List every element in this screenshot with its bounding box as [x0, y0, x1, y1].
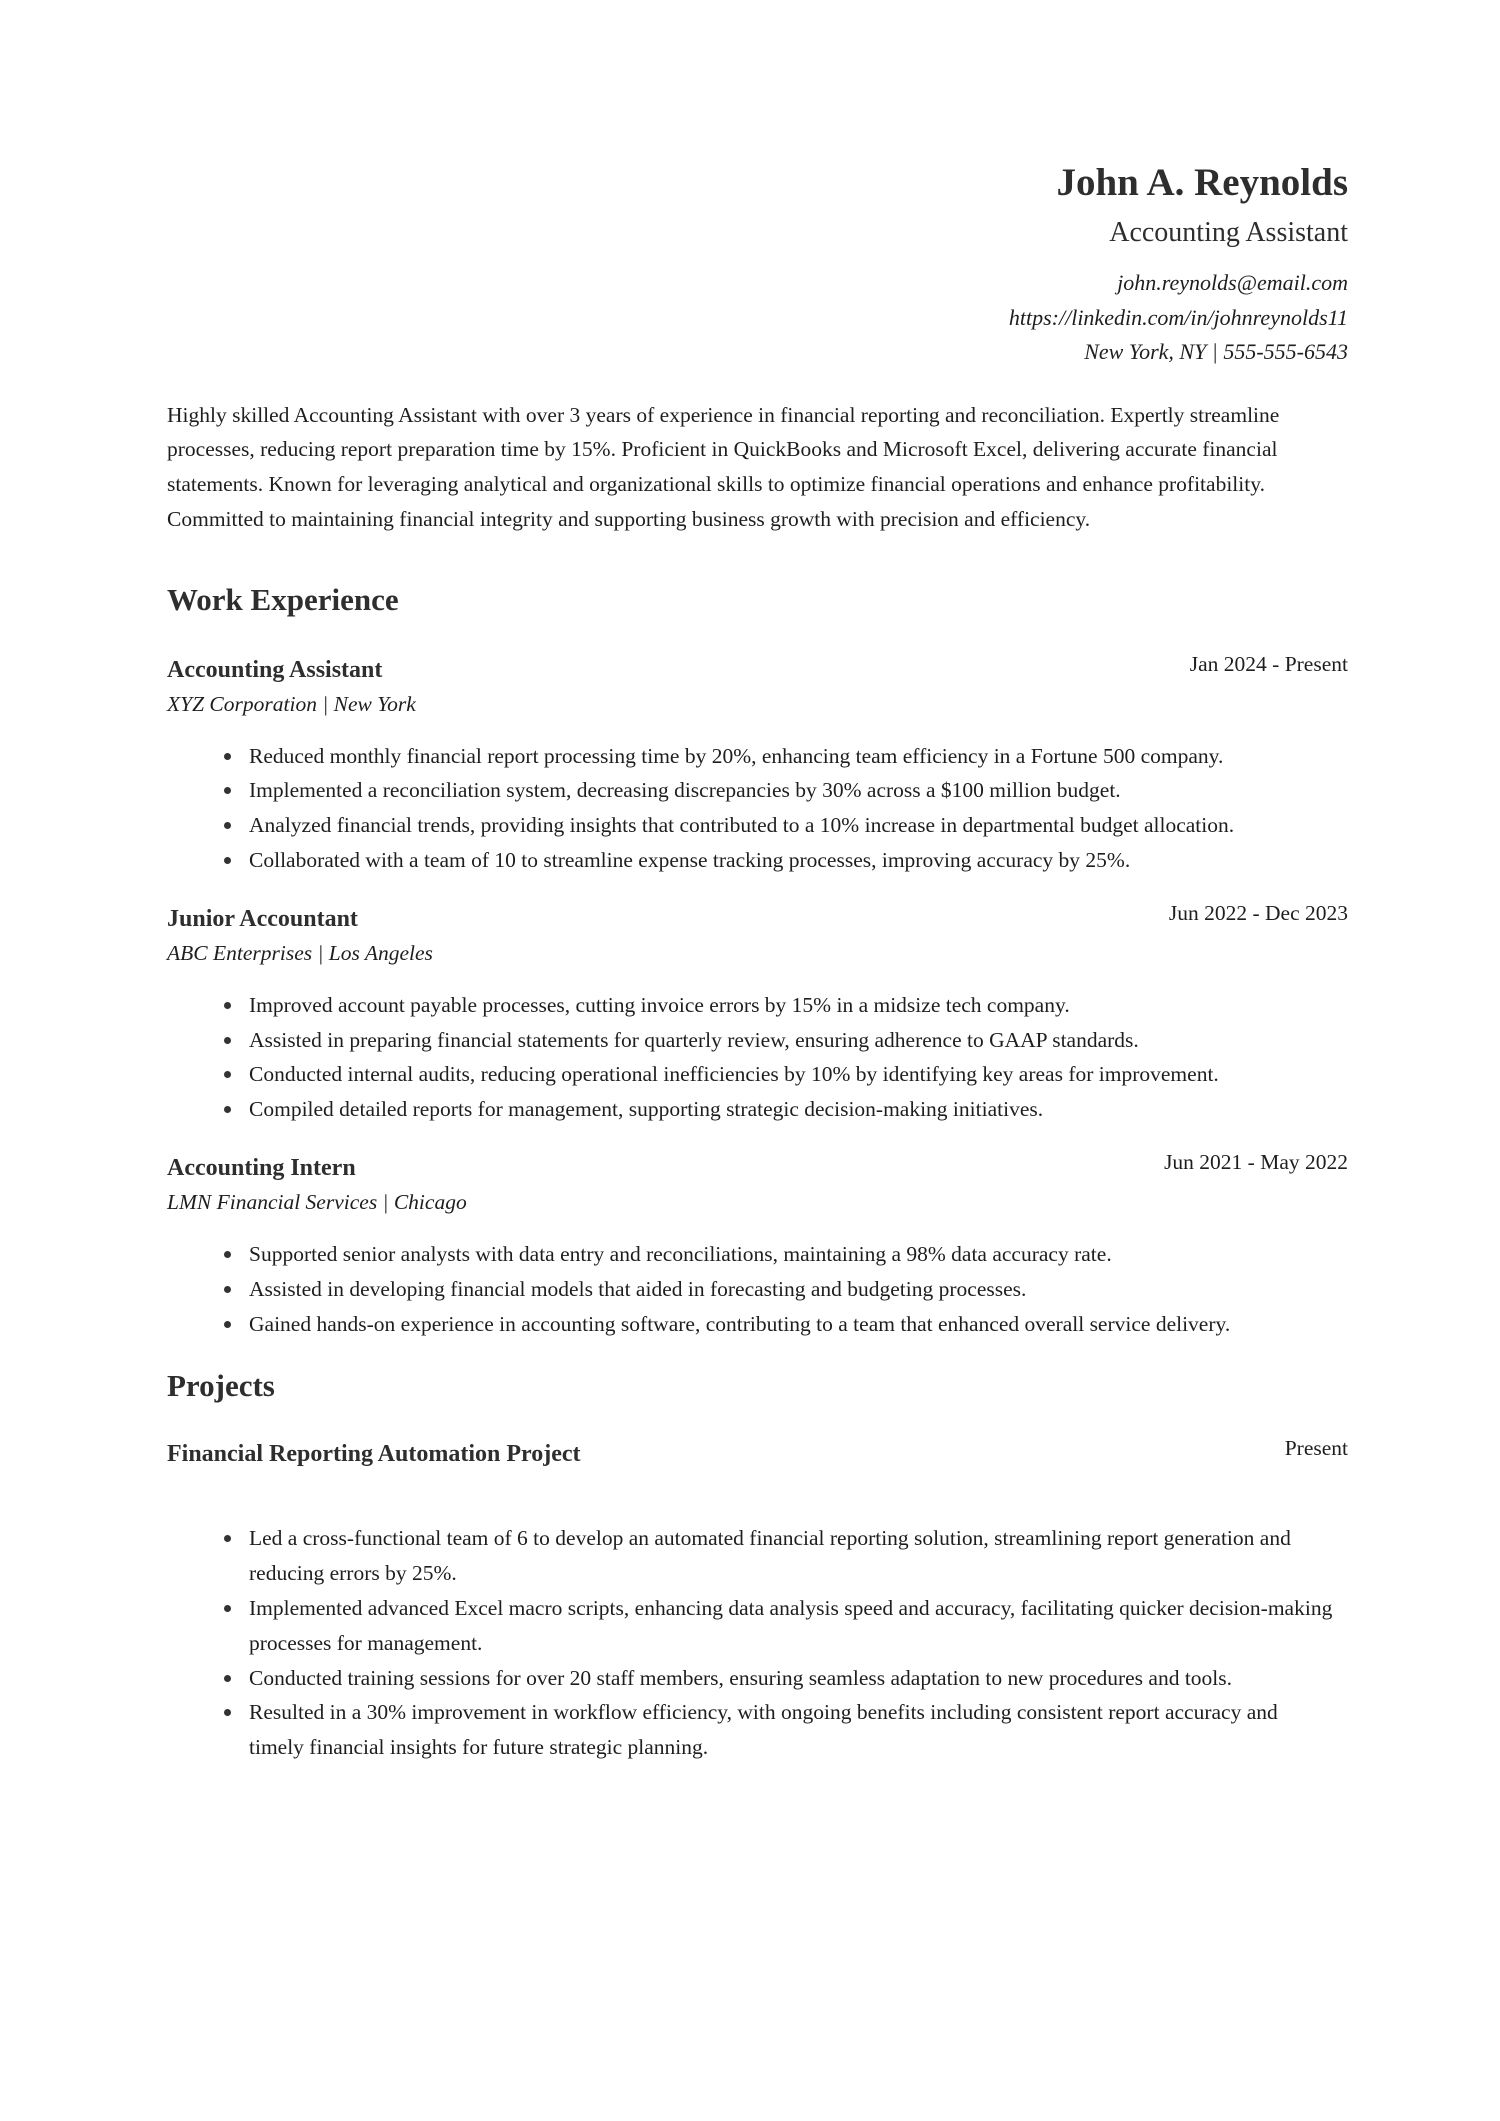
bullet-icon — [224, 1002, 231, 1009]
job-bullets — [167, 988, 1348, 1127]
job-title: Accounting Assistant — [167, 656, 383, 683]
candidate-name: John A. Reynolds — [1056, 161, 1348, 204]
list-item: Gained hands-on experience in accounting software, contributing to a team that enhanced overall service delivery. — [249, 1307, 1348, 1342]
bullet-icon — [224, 1535, 231, 1542]
project-dates: Present — [1284, 1436, 1348, 1461]
resume-header — [167, 0, 1348, 370]
list-item: Analyzed financial trends, providing insights that contributed to a 10% increase in departmental budget allocation. — [249, 808, 1348, 843]
list-item: Assisted in preparing financial statements for quarterly review, ensuring adherence to GAAP standards. — [249, 1023, 1348, 1058]
list-item: Implemented advanced Excel macro scripts, enhancing data analysis speed and accuracy, facilitating quicker decision-making processes for management. — [249, 1591, 1348, 1661]
job-entry — [167, 896, 1348, 1127]
bullet-icon — [224, 1286, 231, 1293]
resume-page — [167, 0, 1348, 1765]
list-item: Reduced monthly financial report processing time by 20%, enhancing team efficiency in a Fortune 500 company. — [249, 739, 1348, 774]
job-company-location: ABC Enterprises | Los Angeles — [167, 940, 433, 965]
bullet-icon — [224, 787, 231, 794]
job-dates: Jan 2024 - Present — [1189, 651, 1348, 676]
candidate-title: Accounting Assistant — [1109, 217, 1348, 248]
bullet-icon — [224, 1106, 231, 1113]
bullet-icon — [224, 1675, 231, 1682]
bullet-icon — [224, 857, 231, 864]
job-company-location: LMN Financial Services | Chicago — [167, 1190, 467, 1215]
job-title: Junior Accountant — [167, 905, 358, 932]
job-dates: Jun 2022 - Dec 2023 — [1168, 900, 1348, 925]
list-item: Improved account payable processes, cutting invoice errors by 15% in a midsize tech company. — [249, 988, 1348, 1023]
linkedin-link[interactable]: https://linkedin.com/in/johnreynolds11 — [1008, 304, 1348, 330]
list-item: Conducted training sessions for over 20 staff members, ensuring seamless adaptation to new procedures and tools. — [249, 1661, 1348, 1696]
project-title: Financial Reporting Automation Project — [167, 1441, 581, 1468]
project-entry — [167, 1431, 1348, 1765]
job-dates: Jun 2021 - May 2022 — [1164, 1150, 1348, 1175]
list-item: Led a cross-functional team of 6 to develop an automated financial reporting solution, streamlining report generation and reducing errors by 25%. — [249, 1521, 1348, 1591]
list-item: Compiled detailed reports for management, supporting strategic decision-making initiatives. — [249, 1092, 1348, 1127]
job-company-location: XYZ Corporation | New York — [167, 691, 416, 716]
bullet-icon — [224, 1321, 231, 1328]
bullet-icon — [224, 1071, 231, 1078]
bullet-icon — [224, 753, 231, 760]
section-heading-work-experience: Work Experience — [167, 581, 399, 617]
location-phone: New York, NY | 555-555-6543 — [1084, 339, 1348, 364]
email-link[interactable]: john.reynolds@email.com — [1117, 270, 1348, 295]
bullet-icon — [224, 1037, 231, 1044]
section-heading-projects: Projects — [167, 1368, 275, 1404]
job-title: Accounting Intern — [167, 1155, 356, 1182]
list-item: Resulted in a 30% improvement in workflow efficiency, with ongoing benefits including consistent report accuracy and timely financial insights for future strategic planning. — [249, 1695, 1348, 1765]
job-bullets — [167, 1237, 1348, 1341]
list-item: Conducted internal audits, reducing operational inefficiencies by 10% by identifying key areas for improvement. — [249, 1057, 1348, 1092]
list-item: Implemented a reconciliation system, decreasing discrepancies by 30% across a $100 million budget. — [249, 773, 1348, 808]
bullet-icon — [224, 822, 231, 829]
job-entry — [167, 1145, 1348, 1341]
job-bullets — [167, 739, 1348, 878]
professional-summary: Highly skilled Accounting Assistant with over 3 years of experience in financial reporting and reconciliation. Expertly streamline processes, reducing report preparation time by 15%. Proficient in QuickBooks and Microsoft Excel, delivering accurate financial statements. Known for leveraging analytical and organizational skills to optimize financial operations and enhance profitability. Committed to maintaining financial integrity and supporting business growth with precision and efficiency. — [167, 402, 1280, 531]
project-bullets — [167, 1521, 1348, 1765]
bullet-icon — [224, 1709, 231, 1716]
contact-info — [167, 266, 1348, 370]
list-item: Collaborated with a team of 10 to streamline expense tracking processes, improving accuracy by 25%. — [249, 843, 1348, 878]
list-item: Supported senior analysts with data entry and reconciliations, maintaining a 98% data accuracy rate. — [249, 1237, 1348, 1272]
bullet-icon — [224, 1605, 231, 1612]
job-entry — [167, 647, 1348, 878]
bullet-icon — [224, 1251, 231, 1258]
list-item: Assisted in developing financial models that aided in forecasting and budgeting processes. — [249, 1272, 1348, 1307]
